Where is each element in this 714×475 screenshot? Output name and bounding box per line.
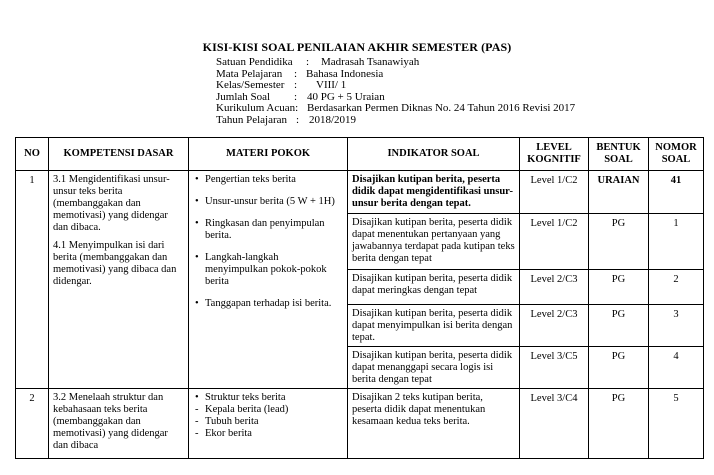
bullet-icon: • — [195, 392, 199, 403]
meta-label: Kurikulum Acuan: — [216, 102, 299, 115]
kompetensi-dasar-cell — [49, 389, 189, 459]
row-number: 1 — [16, 171, 49, 389]
kd-item: 4.1 Menyimpulkan isi dari berita (membanggakan dan memotivasi) yang dibaca dan didengar. — [53, 240, 177, 287]
nomor-cell: 1 — [649, 214, 704, 270]
nomor-cell: 2 — [649, 270, 704, 305]
level-cell: Level 1/C2 — [520, 214, 589, 270]
header-bentuk-soal: BENTUK SOAL — [589, 138, 649, 171]
meta-label: Jumlah Soal — [216, 90, 271, 103]
nomor-cell: 41 — [649, 171, 704, 214]
document-meta — [216, 57, 575, 127]
bentuk-cell: PG — [589, 270, 649, 305]
meta-row — [216, 57, 575, 69]
nomor-cell: 5 — [649, 389, 704, 459]
header-kompetensi-dasar: KOMPETENSI DASAR — [49, 138, 189, 171]
meta-value: 40 PG + 5 Uraian — [307, 90, 385, 103]
bullet-icon: • — [195, 196, 199, 207]
bullet-icon: • — [195, 252, 199, 263]
materi-item: • Tanggapan terhadap isi berita. — [195, 298, 332, 309]
kd-item: 3.2 Menelaah struktur dan kebahasaan teks berita (membanggakan dan memotivasi) yang didengar dan dibaca — [53, 392, 168, 451]
level-cell: Level 3/C4 — [520, 389, 589, 459]
kisi-table — [15, 137, 704, 459]
meta-label: Kelas/Semester — [216, 79, 285, 92]
meta-value: Berdasarkan Permen Diknas No. 24 Tahun 2016 Revisi 2017 — [307, 102, 576, 115]
materi-item: • Langkah-langkah menyimpulkan pokok-pokok berita — [195, 252, 327, 287]
nomor-cell: 3 — [649, 305, 704, 347]
indikator-cell: Disajikan kutipan berita, peserta didik dapat menentukan pertanyaan yang jawabannya terdapat pada kutipan teks berita dengan tepat — [348, 214, 520, 270]
meta-sep: : — [296, 113, 300, 126]
bullet-icon: • — [195, 174, 199, 185]
header-level-kognitif: LEVEL KOGNITIF — [520, 138, 589, 171]
table-row — [16, 389, 704, 459]
materi-item: • Unsur-unsur berita (5 W + 1H) — [195, 196, 335, 207]
nomor-cell: 4 — [649, 347, 704, 389]
bentuk-cell: PG — [589, 305, 649, 347]
bentuk-cell: PG — [589, 347, 649, 389]
materi-item: • Pengertian teks berita — [195, 174, 296, 185]
bentuk-cell: PG — [589, 214, 649, 270]
indikator-cell: Disajikan kutipan berita, peserta didik dapat meringkas dengan tepat — [348, 270, 520, 305]
meta-sep: : — [306, 56, 310, 68]
header-nomor-soal: NOMOR SOAL — [649, 138, 704, 171]
table-header-row — [16, 138, 704, 171]
bentuk-cell: URAIAN — [589, 171, 649, 214]
kompetensi-dasar-cell — [49, 171, 189, 389]
indikator-cell: Disajikan kutipan berita, peserta didik dapat menyimpulkan isi berita dengan tepat. — [348, 305, 520, 347]
level-cell: Level 2/C3 — [520, 270, 589, 305]
meta-sep: : — [294, 67, 298, 80]
meta-value: Madrasah Tsanawiyah — [321, 56, 420, 68]
materi-pokok-cell — [189, 389, 348, 459]
materi-subitem: - Tubuh berita — [195, 416, 259, 427]
level-cell: Level 1/C2 — [520, 171, 589, 214]
meta-value: 2018/2019 — [309, 113, 357, 126]
meta-sep: : — [294, 79, 298, 92]
bentuk-cell: PG — [589, 389, 649, 459]
header-no: NO — [16, 138, 49, 171]
meta-label: Satuan Pendidika — [216, 56, 293, 68]
materi-subitem: - Ekor berita — [195, 428, 252, 439]
kd-item: 3.1 Mengidentifikasi unsur-unsur teks berita (membanggakan dan memotivasi) yang didengar dan dibaca. — [53, 174, 170, 233]
meta-sep: : — [294, 90, 298, 103]
meta-label: Mata Pelajaran — [216, 67, 283, 80]
document-title: KISI-KISI SOAL PENILAIAN AKHIR SEMESTER (PAS) — [202, 40, 512, 54]
bullet-icon: • — [195, 218, 199, 229]
level-cell: Level 3/C5 — [520, 347, 589, 389]
bullet-icon: • — [195, 298, 199, 309]
materi-pokok-cell — [189, 171, 348, 389]
meta-row — [216, 115, 575, 127]
row-number: 2 — [16, 389, 49, 459]
table-row — [16, 171, 704, 214]
materi-item: • Ringkasan dan penyimpulan berita. — [195, 218, 325, 241]
materi-subitem: - Kepala berita (lead) — [195, 404, 289, 415]
level-cell: Level 2/C3 — [520, 305, 589, 347]
meta-label: Tahun Pelajaran — [216, 113, 288, 126]
header-materi-pokok: MATERI POKOK — [189, 138, 348, 171]
materi-item: • Struktur teks berita — [195, 392, 286, 403]
header-indikator-soal: INDIKATOR SOAL — [348, 138, 520, 171]
indikator-cell: Disajikan kutipan berita, peserta didik dapat mengidentifikasi unsur-unsur berita dengan tepat. — [348, 171, 520, 214]
indikator-cell: Disajikan 2 teks kutipan berita, peserta didik dapat menentukan kesamaan kedua teks berita. — [348, 389, 520, 459]
indikator-cell: Disajikan kutipan berita, peserta didik dapat menanggapi secara logis isi berita dengan tepat — [348, 347, 520, 389]
meta-value: VIII/ 1 — [316, 79, 347, 92]
meta-value: Bahasa Indonesia — [306, 67, 384, 80]
